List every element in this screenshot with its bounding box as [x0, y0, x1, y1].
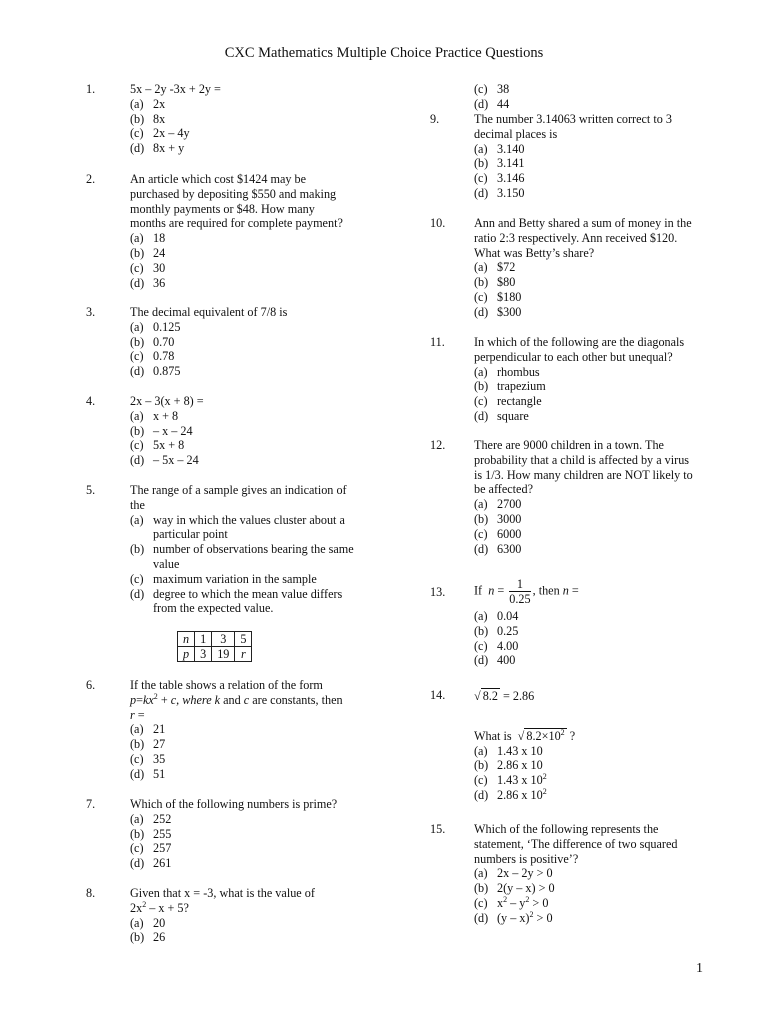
option-c[interactable]: (c) 3.146	[474, 171, 525, 186]
option-a[interactable]: (a) way in which the values cluster about a particular point	[130, 512, 345, 542]
option-d[interactable]: (d) $300	[474, 304, 522, 319]
option-b[interactable]: (b) 3.141	[474, 156, 525, 171]
question-stem-formula: What is √ $8.2\times 10^2$ ?	[474, 727, 576, 743]
option-c[interactable]: (c) 2x – 4y	[130, 126, 190, 141]
question-number: 14.	[430, 688, 446, 702]
table-cell: p	[178, 647, 195, 662]
question-number: 9.	[430, 112, 440, 126]
question-stem-line: monthly payments or $48. How many	[130, 201, 315, 216]
question-stem-line: An article which cost $1424 may be	[130, 172, 306, 186]
option-b[interactable]: (b) trapezium	[474, 379, 546, 394]
question-stem-line: numbers is positive’?	[474, 851, 579, 866]
page-number: 1	[696, 961, 703, 976]
option-d[interactable]: (d) 3.150	[474, 185, 525, 200]
table-cell: 3	[212, 632, 235, 647]
question-number: 5.	[86, 483, 96, 497]
option-b[interactable]: (b) 3000	[474, 511, 522, 526]
option-a[interactable]: (a) 20	[130, 915, 166, 930]
option-b[interactable]: (b) 8x	[130, 111, 166, 126]
option-a[interactable]: (a) rhombus	[474, 364, 540, 379]
option-c[interactable]: (c) $180	[474, 289, 522, 304]
page-title: CXC Mathematics Multiple Choice Practice Questions	[224, 45, 544, 61]
question-stem-line: What was Betty’s share?	[474, 245, 595, 260]
option-c[interactable]: (c) 1.43 x $10^2$	[474, 772, 547, 788]
option-a[interactable]: (a) 2x – 2y > 0	[474, 866, 553, 881]
table-cell: n	[178, 632, 195, 647]
question-stem-line: In which of the following are the diagonals	[474, 335, 685, 349]
question-stem: Which of the following numbers is prime?	[130, 797, 338, 811]
option-c[interactable]: (c) 30	[130, 260, 166, 275]
option-c[interactable]: (c) 0.78	[130, 349, 175, 364]
question-number: 7.	[86, 797, 96, 811]
option-b[interactable]: (b) 2.86 x 10	[474, 758, 543, 773]
question-number: 13.	[430, 585, 446, 599]
question-stem-formula: $p=kx^2 + c$, where k and c are constants, then	[130, 691, 343, 707]
option-a[interactable]: (a) 3.140	[474, 141, 525, 156]
option-d[interactable]: (d) 8x + y	[130, 141, 185, 156]
option-c[interactable]: (c) maximum variation in the sample	[130, 571, 317, 586]
option-b[interactable]: (b) 26	[130, 930, 166, 945]
question-stem-line: the	[130, 497, 145, 512]
question-stem-line: The number 3.14063 written correct to 3	[474, 112, 672, 126]
option-b[interactable]: (b) $80	[474, 275, 516, 290]
option-d[interactable]: (d) 400	[474, 653, 516, 668]
question-stem-line: months are required for complete payment?	[130, 216, 343, 231]
option-d[interactable]: (d) square	[474, 408, 529, 423]
question-stem-line: The range of a sample gives an indication of	[130, 483, 347, 497]
option-b[interactable]: (b) 24	[130, 245, 166, 260]
option-a[interactable]: (a) 252	[130, 811, 172, 826]
question-number: 1.	[86, 82, 96, 96]
option-b[interactable]: (b) number of observations bearing the same value	[130, 542, 354, 571]
option-b[interactable]: (b) 2(y – x) > 0	[474, 881, 555, 896]
table-cell: 1	[195, 632, 212, 647]
table-row	[178, 632, 252, 647]
question-number: 3.	[86, 305, 96, 319]
table-row	[178, 647, 252, 662]
option-b[interactable]: (b) 255	[130, 826, 172, 841]
option-a[interactable]: (a) 21	[130, 722, 166, 737]
option-d[interactable]: (d) – 5x – 24	[130, 453, 199, 468]
option-c[interactable]: (c) $x^2 - y^2 > 0$	[474, 894, 549, 910]
question-stem-line: Which of the following represents the	[474, 822, 659, 836]
option-c[interactable]: (c) rectangle	[474, 394, 542, 409]
question-stem-line: There are 9000 children in a town. The	[474, 438, 664, 452]
question-stem-line: be affected?	[474, 482, 533, 497]
option-d[interactable]: (d) (y – x)$^2$ > 0	[474, 909, 553, 925]
question-stem-line: Given that x = -3, what is the value of	[130, 886, 315, 900]
question-stem: 5x – 2y -3x + 2y =	[130, 82, 221, 96]
option-b[interactable]: (b) 27	[130, 737, 166, 752]
question-number: 15.	[430, 822, 446, 836]
question-number: 6.	[86, 678, 96, 692]
option-b[interactable]: (b) 0.25	[474, 623, 519, 638]
option-c[interactable]: (c) 5x + 8	[130, 438, 185, 453]
question-stem-formula: $2x^2 - x + 5$?	[130, 899, 189, 915]
question-stem-line: perpendicular to each other but unequal?	[474, 349, 673, 364]
option-a[interactable]: (a) 2700	[474, 497, 522, 512]
question-stem-line: Ann and Betty shared a sum of money in the	[474, 216, 692, 230]
question-stem-line: decimal places is	[474, 126, 558, 141]
option-b[interactable]: (b) 0.70	[130, 334, 175, 349]
question-number: 2.	[86, 172, 96, 186]
question-number: 11.	[430, 335, 445, 349]
sqrt-equation: √ 8.2 = 2.86	[474, 689, 535, 703]
option-c[interactable]: (c) 6000	[474, 526, 522, 541]
question-number: 4.	[86, 394, 96, 408]
option-c[interactable]: (c) 35	[130, 751, 166, 766]
question-stem-line: is 1/3. How many children are NOT likely to	[474, 467, 693, 482]
option-d[interactable]: (d) 2.86 x $10^2$	[474, 786, 547, 802]
option-a[interactable]: (a) 0.04	[474, 609, 519, 623]
option-c[interactable]: (c) 38	[474, 82, 510, 96]
option-a[interactable]: (a) 1.43 x 10	[474, 743, 543, 758]
option-b[interactable]: (b) – x – 24	[130, 423, 193, 438]
table-cell: 5	[235, 632, 252, 647]
option-a[interactable]: (a) 0.125	[130, 319, 181, 334]
table-cell: 3	[195, 647, 212, 662]
option-a[interactable]: (a) 2x	[130, 96, 166, 111]
question-stem-formula: If n = $\frac{1}{0.25}$ , then n =	[474, 577, 579, 606]
table-cell: 19	[212, 647, 235, 662]
question-stem-line: probability that a child is affected by a virus	[474, 452, 690, 467]
question-stem: The decimal equivalent of 7/8 is	[130, 305, 288, 319]
option-c[interactable]: (c) 257	[130, 841, 172, 856]
option-d[interactable]: (d) 0.875	[130, 364, 181, 379]
question-stem-line: ratio 2:3 respectively. Ann received $120.	[474, 230, 678, 245]
fraction: $\frac{1}{0.25}$	[509, 577, 531, 606]
option-d[interactable]: (d) degree to which the mean value differs from the expected value.	[130, 586, 343, 616]
option-d[interactable]: (d) 261	[130, 856, 172, 871]
option-c[interactable]: (c) 4.00	[474, 638, 519, 653]
question-number: 8.	[86, 886, 96, 900]
option-d[interactable]: (d) 36	[130, 275, 166, 290]
question-number: 10.	[430, 216, 446, 230]
question-stem-line: statement, ‘The difference of two squared	[474, 836, 678, 851]
option-a[interactable]: (a) $72	[474, 260, 516, 275]
option-d[interactable]: (d) 44	[474, 96, 510, 111]
table-cell: r	[235, 647, 252, 662]
option-d[interactable]: (d) 51	[130, 766, 166, 781]
option-d[interactable]: (d) 6300	[474, 541, 522, 556]
question-stem-line: purchased by depositing $550 and making	[130, 186, 337, 201]
option-a[interactable]: (a) x + 8	[130, 408, 179, 423]
question-stem-line: r =	[130, 707, 145, 722]
question-stem: 2x – 3(x + 8) =	[130, 394, 204, 408]
relation-table	[177, 631, 252, 662]
option-a[interactable]: (a) 18	[130, 231, 166, 246]
question-number: 12.	[430, 438, 446, 452]
question-stem-line: If the table shows a relation of the form	[130, 678, 323, 692]
